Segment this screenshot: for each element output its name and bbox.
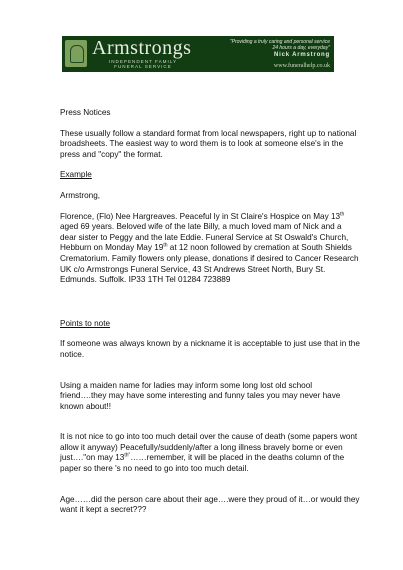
notice-text-1: Florence, (Flo) Nee Hargreaves. Peaceful ly in St Claire's Hospice on May 13 xyxy=(60,211,341,221)
tagline-line-1: "Providing a truly caring and personal service xyxy=(229,39,330,45)
notice-text-2: aged 69 years. Beloved wife of the late Billy, a much loved mam of Nick and a dear sister to Peggy and the late Eddie. Funeral Service at St Oswald's Church, Hebburn on Monday May 19 xyxy=(60,222,349,253)
point3-text-2: ……remember, it will be placed in the deaths column of the paper so there 's no need to go into too much detail. xyxy=(60,453,345,474)
website-link[interactable]: www.funeralhelp.co.uk xyxy=(273,63,330,69)
brand-subtitle-line-1: INDEPENDENT FAMILY xyxy=(108,59,178,64)
crest-icon xyxy=(65,40,87,67)
notice-sup-1: th xyxy=(340,210,345,217)
point3-text-1: It is not nice to go into too much detail over the cause of death (some papers wont allow it anyway) Peacefully/suddenly/after a long illness bravely borne or even just…."on may 13 xyxy=(60,432,358,463)
points-label: Points to note xyxy=(60,318,111,328)
intro-paragraph: These usually follow a standard format from local newspapers, right up to national broadsheets. The easiest way to word them is to look at someone else's in the press and "copy" the format. xyxy=(60,128,357,159)
point-maiden-name: Using a maiden name for ladies may inform some long lost old school friend….they may have some interesting and funny tales you may never have known about!! xyxy=(60,380,341,411)
point-cause-of-death xyxy=(60,432,360,474)
tagline xyxy=(190,39,330,51)
signoff-name: Nick Armstrong xyxy=(274,52,330,58)
point3-sup: th" xyxy=(124,452,131,459)
example-notice xyxy=(60,212,360,286)
document-body xyxy=(60,108,360,516)
notice-sup-2: th xyxy=(163,242,168,249)
armstrongs-banner xyxy=(62,36,334,72)
notice-text-3: at 12 noon followed by cremation at South Shields Crematorium. Family flowers only please, donations if desired to Cancer Research UK c/o Armstrongs Funeral Service, 43 St Andrews Street North, Bury St. Edmunds. Suffolk. IP33 1TH Tel 01284 723889 xyxy=(60,243,359,285)
point-nickname: If someone was always known by a nickname it is acceptable to just use that in the notice. xyxy=(60,339,360,359)
brand-subtitle-line-2: FUNERAL SERVICE xyxy=(114,64,172,69)
tagline-line-2: 24 hours a day, everyday" xyxy=(272,45,330,51)
example-label: Example xyxy=(60,170,92,180)
point-age: Age……did the person care about their age….were they proud of it…or would they want it kept a secret??? xyxy=(60,494,360,515)
brand-name: Armstrongs xyxy=(92,37,192,59)
salutation: Armstrong, xyxy=(60,190,101,200)
page-heading: Press Notices xyxy=(60,108,111,117)
brand-subtitle xyxy=(98,59,188,69)
